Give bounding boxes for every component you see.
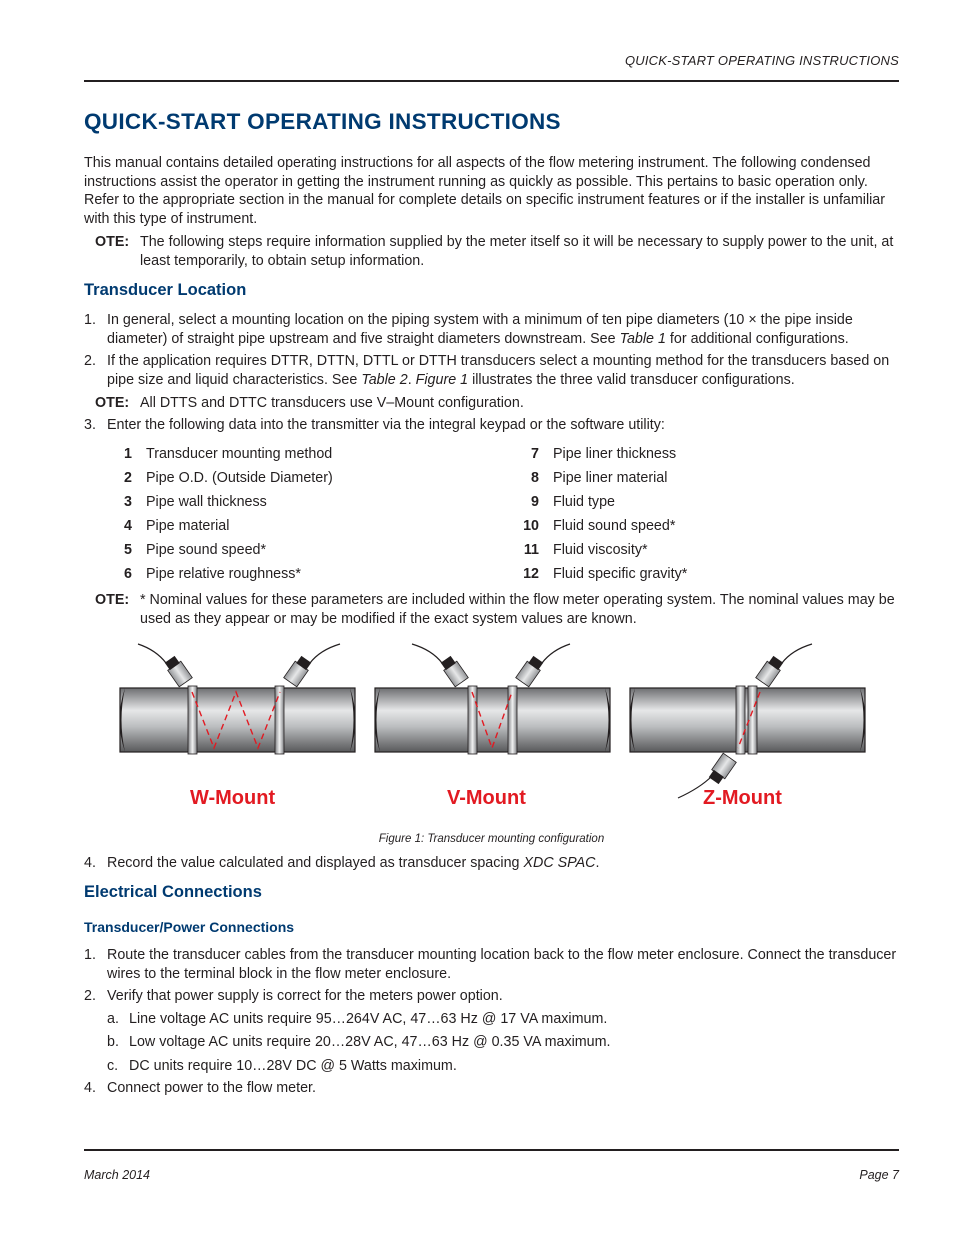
parameter-item — [531, 493, 615, 511]
transducer-power-heading: Transducer/Power Connections — [84, 919, 295, 935]
parameter-label: Pipe O.D. (Outside Diameter) — [146, 470, 333, 486]
parameter-label: Fluid sound speed* — [553, 518, 676, 534]
parameter-number: 1 — [124, 446, 132, 462]
header-rule — [84, 80, 899, 82]
parameter-label: Fluid type — [553, 494, 615, 510]
parameter-label: Pipe liner thickness — [553, 446, 677, 462]
list-text: In general, select a mounting location on the piping system with a minimum of ten pipe diameters (10 × the pipe inside diameter) of straight pipe upstream and five straight diameters downstream. See Table 1 for additional configurations. — [107, 312, 853, 347]
parameter-item — [124, 469, 333, 487]
list-number: 4. — [84, 1080, 96, 1096]
parameter-item — [124, 565, 301, 583]
parameter-label: Fluid specific gravity* — [553, 566, 688, 582]
list-number: 3. — [84, 417, 96, 433]
parameter-item — [523, 517, 676, 535]
list-item — [84, 352, 902, 390]
parameter-number: 2 — [124, 470, 132, 486]
w-mount-pipe — [120, 644, 356, 754]
note-nominal — [95, 591, 905, 629]
parameter-item — [124, 445, 333, 463]
parameter-label: Pipe material — [146, 518, 230, 534]
parameter-number: 4 — [124, 518, 132, 534]
parameter-label: Fluid viscosity* — [553, 542, 648, 558]
parameter-item — [523, 541, 648, 559]
list-number: 1. — [84, 947, 96, 963]
figure-1-link[interactable]: Figure 1 — [415, 371, 469, 388]
list-item — [84, 1079, 902, 1099]
parameter-item — [531, 469, 668, 487]
footer-page-number: Page 7 — [859, 1168, 899, 1182]
w-mount-label: W-Mount — [190, 787, 276, 809]
note-label: OTE: — [95, 234, 130, 250]
list-text: Verify that power supply is correct for the meters power option. — [107, 988, 503, 1004]
intro-paragraph: This manual contains detailed operating instructions for all aspects of the flow metering instrument. The following condensed instructions assist the operator in getting the instrument running as quickly as possible. This pertains to basic operation only. Refer to the appropriate section in the manual for complete details on specific instrument features or if the installer is unfamiliar with this type of instrument. — [84, 155, 886, 227]
v-mount-pipe — [375, 644, 611, 754]
parameter-item — [124, 541, 267, 559]
sub-list-letter: b. — [107, 1034, 119, 1050]
sub-list-text: Low voltage AC units require 20…28V AC, 47…63 Hz @ 0.35 VA maximum. — [129, 1034, 611, 1050]
sub-list-item — [107, 1033, 902, 1053]
z-mount-label: Z-Mount — [703, 787, 782, 809]
note-power — [95, 233, 905, 271]
list-item — [84, 311, 902, 349]
transducer-location-heading: Transducer Location — [84, 281, 247, 299]
parameter-number: 7 — [531, 446, 539, 462]
list-text: Route the transducer cables from the transducer mounting location back to the flow meter enclosure. Connect the transducer wires to the terminal block in the flow meter enclosure. — [107, 947, 897, 982]
note-dtts — [95, 394, 905, 414]
note-label: OTE: — [95, 395, 130, 411]
footer-rule — [84, 1149, 899, 1151]
list-number: 1. — [84, 312, 96, 328]
list-item — [84, 416, 902, 436]
list-text: Record the value calculated and displayed as transducer spacing XDC SPAC. — [107, 855, 600, 871]
note-text: All DTTS and DTTC transducers use V–Mount configuration. — [140, 395, 524, 411]
figure-caption: Figure 1: Transducer mounting configuration — [378, 833, 605, 845]
parameter-item — [124, 493, 267, 511]
parameter-item — [124, 517, 230, 535]
parameter-number: 12 — [523, 566, 539, 582]
sub-list-text: Line voltage AC units require 95…264V AC, 47…63 Hz @ 17 VA maximum. — [129, 1011, 608, 1027]
parameter-label: Transducer mounting method — [146, 446, 333, 462]
parameter-number: 3 — [124, 494, 132, 510]
parameter-number: 10 — [523, 518, 539, 534]
parameter-number: 11 — [523, 542, 539, 558]
electrical-connections-heading: Electrical Connections — [84, 883, 262, 901]
note-text: The following steps require information supplied by the meter itself so it will be necessary to supply power to the unit, at least temporarily, to obtain setup information. — [140, 234, 894, 269]
list-item — [84, 854, 902, 874]
list-number: 2. — [84, 988, 96, 1004]
parameter-number: 8 — [531, 470, 539, 486]
list-item — [84, 946, 902, 984]
table-2-link[interactable]: Table 2 — [361, 371, 408, 388]
list-number: 2. — [84, 353, 96, 369]
xdc-spac-ref: XDC SPAC — [523, 855, 596, 871]
note-text: * Nominal values for these parameters are included within the flow meter operating system. The nominal values may be used as they appear or may be modified if the exact system values are known. — [140, 592, 895, 627]
parameter-label: Pipe wall thickness — [146, 494, 267, 510]
footer-date: March 2014 — [84, 1168, 151, 1182]
v-mount-label: V-Mount — [447, 787, 526, 809]
list-number: 4. — [84, 855, 96, 871]
list-text: If the application requires DTTR, DTTN, DTTL or DTTH transducers select a mounting method for the transducers based on pipe size and liquid characteristics. See Table 2. Figure 1 illustrates the three valid transducer configurations. — [107, 353, 890, 388]
parameter-label: Pipe liner material — [553, 470, 668, 486]
sub-list-text: DC units require 10…28V DC @ 5 Watts maximum. — [129, 1058, 457, 1074]
parameter-number: 6 — [124, 566, 132, 582]
sub-list-item — [107, 1057, 902, 1077]
note-label: OTE: — [95, 592, 130, 608]
list-text: Enter the following data into the transmitter via the integral keypad or the software utility: — [107, 417, 665, 433]
parameter-label: Pipe relative roughness* — [146, 566, 301, 582]
parameter-number: 9 — [531, 494, 539, 510]
list-item — [84, 987, 902, 1007]
parameter-label: Pipe sound speed* — [146, 542, 267, 558]
page-title: QUICK-START OPERATING INSTRUCTIONS — [84, 109, 561, 134]
sub-list-item — [107, 1010, 902, 1030]
parameter-item — [531, 445, 677, 463]
parameter-item — [523, 565, 688, 583]
running-header: QUICK-START OPERATING INSTRUCTIONS — [624, 53, 899, 68]
list-text: Connect power to the flow meter. — [107, 1080, 317, 1096]
z-mount-pipe — [630, 644, 866, 798]
sub-list-letter: c. — [107, 1058, 119, 1074]
table-1-link[interactable]: Table 1 — [619, 330, 666, 347]
parameter-number: 5 — [124, 542, 132, 558]
sub-list-letter: a. — [107, 1011, 119, 1027]
